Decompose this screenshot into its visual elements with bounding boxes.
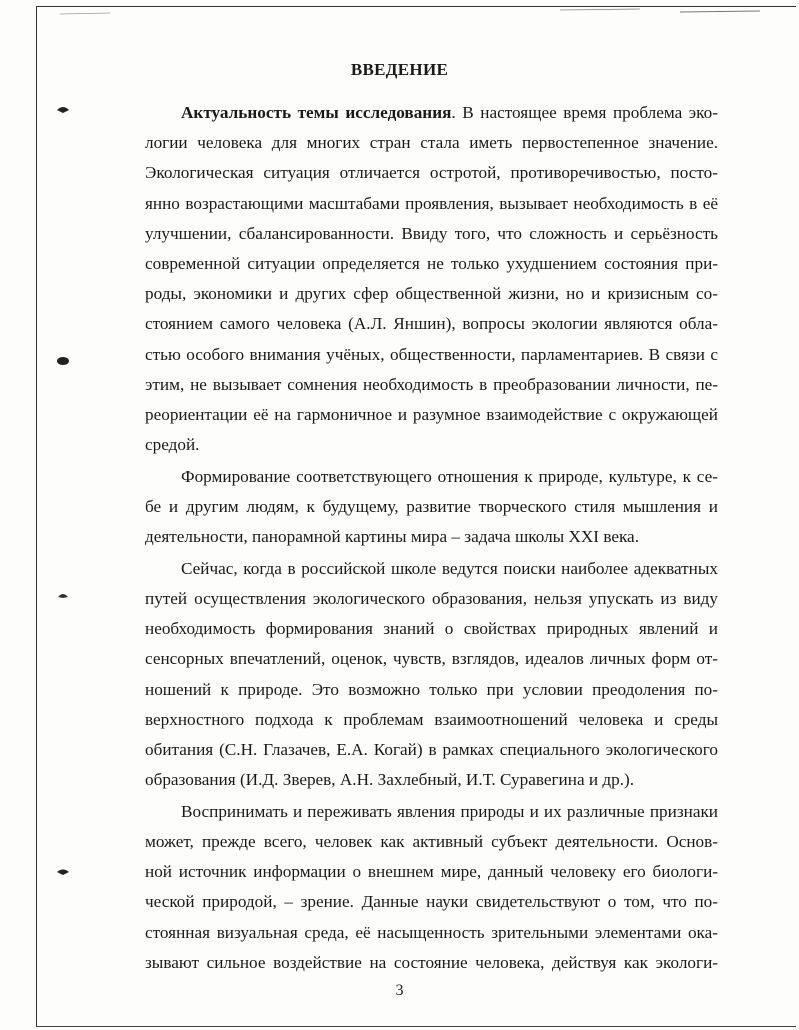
text-line: ношений к природе. Это возможно только при условии преодоления по- xyxy=(145,679,718,699)
text-line: бе и другим людям, к будущему, развитие творческого стиля мышления и xyxy=(145,496,718,516)
text-line: Воспринимать и переживать явления природы и их различные признаки xyxy=(181,801,718,821)
body-text xyxy=(145,98,718,978)
page-number: 3 xyxy=(395,982,404,999)
text-line: логии человека для многих стран стала иметь первостепенное значение. xyxy=(145,133,718,153)
text-line: стоянная визуальная среда, её насыщенность зрительными элементами ока- xyxy=(145,922,718,942)
punch-hole-mark xyxy=(56,866,70,876)
text-line: средой. xyxy=(145,435,200,455)
text-line: деятельности, панорамной картины мира – задача школы XXI века. xyxy=(145,527,639,547)
text-line: может, прежде всего, человек как активный субъект деятельности. Основ- xyxy=(145,832,718,851)
scan-edge-left xyxy=(36,6,37,1026)
punch-hole-mark xyxy=(56,356,70,366)
text-line: сенсорных впечатлений, оценок, чувств, взглядов, идеалов личных форм от- xyxy=(145,649,718,669)
text-line: Актуальность темы исследования. В настоящее время проблема эко- xyxy=(181,103,718,122)
text-line: стоянием самого человека (А.Л. Яншин), вопросы экологии являются обла- xyxy=(145,314,718,334)
scan-noise-top xyxy=(0,0,799,30)
page-title: ВВЕДЕНИЕ xyxy=(350,60,449,79)
text-line: образования (И.Д. Зверев, А.Н. Захлебный, И.Т. Суравегина и др.). xyxy=(145,770,635,790)
text-line: улучшении, сбалансированности. Ввиду того, что сложность и серьёзность xyxy=(145,223,718,243)
text-line: верхностного подхода к проблемам взаимоотношений человека и среды xyxy=(145,709,718,729)
lead-heading: Актуальность темы исследования xyxy=(181,103,452,122)
text-line: обитания (С.Н. Глазачев, Е.А. Когай) в рамках специального экологического xyxy=(145,739,718,759)
text-line: роды, экономики и других сфер общественной жизни, но и кризисным со- xyxy=(145,284,718,304)
punch-hole-mark xyxy=(56,104,70,114)
text-line: ческой природой, – зрение. Данные науки свидетельствуют о том, что по- xyxy=(145,892,718,912)
text-line: ной источник информации о внешнем мире, данный человеку его биологи- xyxy=(145,862,718,882)
text-line: этим, не вызывает сомнения необходимость в преобразовании личности, пе- xyxy=(145,374,718,394)
text-line: Формирование соответствующего отношения к природе, культуре, к се- xyxy=(181,466,718,486)
text-line: зывают сильное воздействие на состояние человека, действуя как экологи- xyxy=(145,952,718,972)
text-line: Экологическая ситуация отличается остротой, противоречивостью, посто- xyxy=(145,163,718,183)
text-line: стью особого внимания учёных, общественности, парламентариев. В связи с xyxy=(145,344,718,364)
scan-edge-bottom xyxy=(36,1026,796,1027)
text-line: современной ситуации определяется не только ухудшением состояния при- xyxy=(145,253,718,273)
text-line: Сейчас, когда в российской школе ведутся поиски наиболее адекватных xyxy=(181,558,718,578)
text-line: путей осуществления экологического образования, нельзя упускать из виду xyxy=(145,589,718,608)
text-line: реориентации её на гармоничное и разумное взаимодействие с окружающей xyxy=(145,404,718,424)
text-line: необходимость формирования знаний о свойствах природных явлений и xyxy=(145,619,718,639)
punch-hole-mark xyxy=(56,590,70,600)
text-line: янно возрастающими масштабами проявления, вызывает необходимость в её xyxy=(145,193,718,213)
